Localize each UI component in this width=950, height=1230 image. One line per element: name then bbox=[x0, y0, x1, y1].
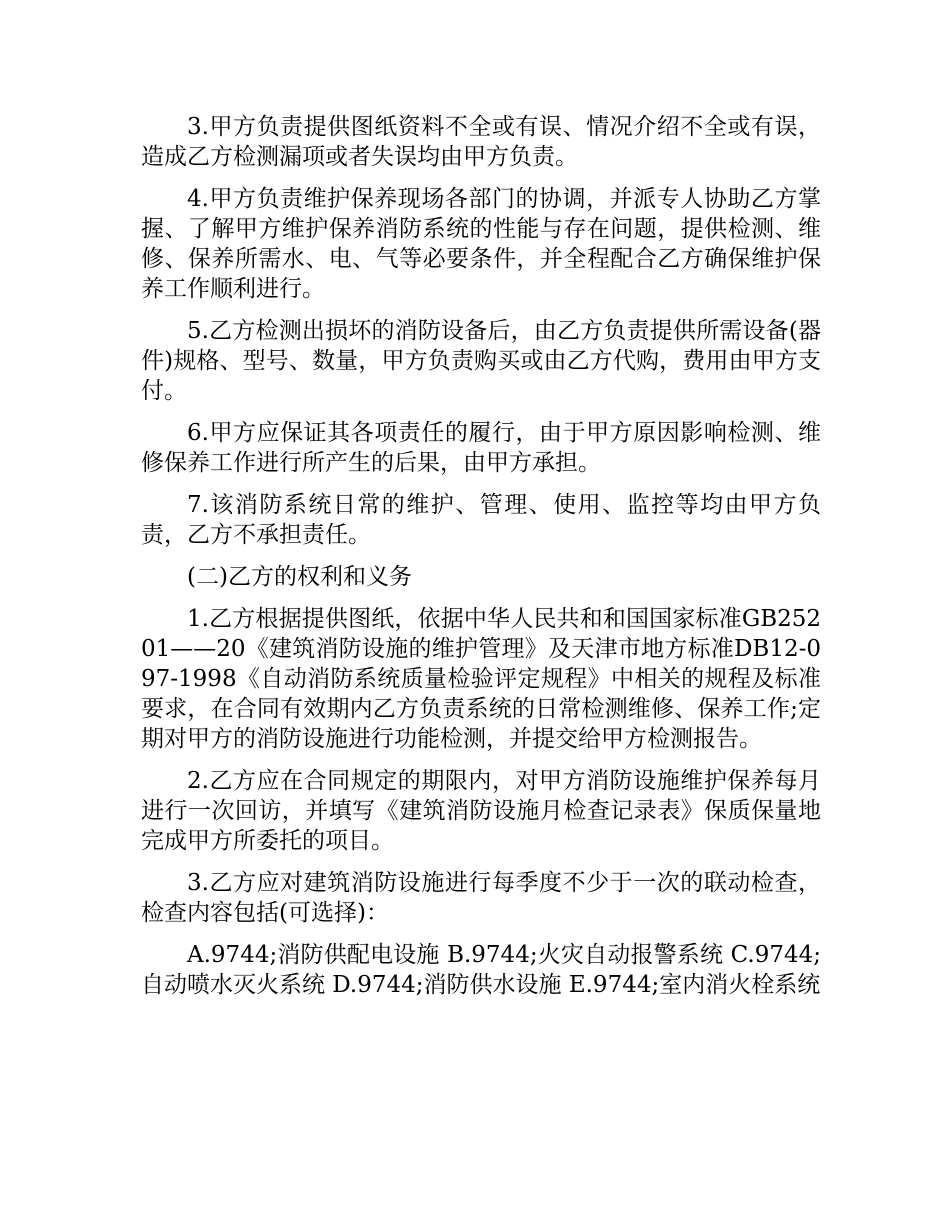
document-body bbox=[141, 112, 821, 1000]
paragraph-inspection-options: A.9744;消防供配电设施 B.9744;火灾自动报警系统 C.9744;自动喷水灭火系统 D.9744;消防供水设施 E.9744;室内消火栓系统 bbox=[141, 942, 821, 998]
paragraph-party-b-duty-1: 1.乙方根据提供图纸，依据中华人民共和和国国家标准GB25201——20《建筑消防设施的维护管理》及天津市地方标准DB12-097-1998《自动消防系统质量检验评定规程》中相关的规程及标准要求，在合同有效期内乙方负责系统的日常检测维修、保养工作;定期对甲方的消防设施进行功能检测，并提交给甲方检测报告。 bbox=[141, 606, 821, 752]
paragraph-party-b-duty-3: 3.乙方应对建筑消防设施进行每季度不少于一次的联动检查，检查内容包括(可选择)： bbox=[141, 870, 821, 926]
paragraph-party-a-duty-6: 6.甲方应保证其各项责任的履行，由于甲方原因影响检测、维修保养工作进行所产生的后果，由甲方承担。 bbox=[141, 420, 821, 476]
paragraph-party-b-duty-2: 2.乙方应在合同规定的期限内，对甲方消防设施维护保养每月进行一次回访，并填写《建筑消防设施月检查记录表》保质保量地完成甲方所委托的项目。 bbox=[141, 768, 821, 854]
section-heading-party-b: (二)乙方的权利和义务 bbox=[187, 564, 412, 590]
paragraph-party-a-duty-5: 5.乙方检测出损坏的消防设备后，由乙方负责提供所需设备(器件)规格、型号、数量，甲方负责购买或由乙方代购，费用由甲方支付。 bbox=[141, 318, 821, 404]
paragraph-party-a-duty-3: 3.甲方负责提供图纸资料不全或有误、情况介绍不全或有误，造成乙方检测漏项或者失误均由甲方负责。 bbox=[141, 114, 821, 170]
paragraph-party-a-duty-7: 7.该消防系统日常的维护、管理、使用、监控等均由甲方负责，乙方不承担责任。 bbox=[141, 492, 821, 548]
paragraph-party-a-duty-4: 4.甲方负责维护保养现场各部门的协调，并派专人协助乙方掌握、了解甲方维护保养消防系统的性能与存在问题，提供检测、维修、保养所需水、电、气等必要条件，并全程配合乙方确保维护保养工作顺利进行。 bbox=[141, 186, 821, 302]
